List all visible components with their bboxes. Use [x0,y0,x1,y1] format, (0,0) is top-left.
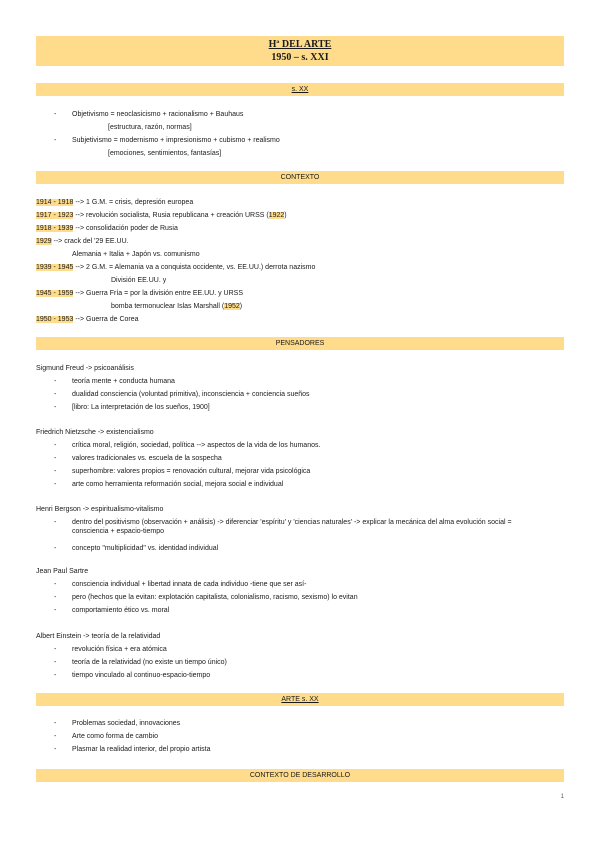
list-item [54,518,544,544]
section-band-pensadores [36,337,564,350]
thinker-list-bergson [54,518,544,557]
list-item [54,544,544,557]
thinker-heading: Albert Einstein -> teoría de la relatividad [36,633,161,640]
thinker-list-einstein [54,645,227,684]
context-text: --> consolidación poder de Rusia [73,225,178,232]
list-item [54,390,310,403]
document-title: Hª DEL ARTE [268,39,332,50]
list-item [54,136,280,149]
dash-marker: - [54,646,57,653]
section-title-pensadores: PENSADORES [275,340,325,347]
context-text: bomba termonuclear Islas Marshall ( [111,303,225,310]
dash-marker: - [54,404,57,411]
list-item [54,480,320,493]
section-band-contexto-desarrollo [36,769,564,782]
context-tail: ) [239,303,243,310]
thinker-heading: Henri Bergson -> espiritualismo-vitalismo [36,506,164,513]
context-tail: ) [284,212,287,219]
section-band-arte [36,693,564,706]
thinker-list-sartre [54,580,358,619]
dash-marker: - [54,378,57,385]
title-band [36,36,564,66]
context-highlight: 1952 [224,303,240,310]
list-item [54,467,320,480]
context-line [36,263,315,272]
dash-marker: - [54,137,57,144]
list-item [54,441,320,454]
list-item [54,645,227,658]
context-line [36,289,243,298]
thinker-list-nietzsche [54,441,320,493]
context-line-indent [111,302,242,311]
dash-marker: - [54,481,57,488]
list-item-text: consciencia individual + libertad innata de cada individuo -tiene que ser así- [72,581,307,588]
context-date: 1950 - 1953 [36,316,74,323]
context-date: 1929 [36,238,52,245]
list-item-text: teoría mente + conducta humana [72,378,175,385]
list-item [54,719,211,732]
context-date: 1945 - 1959 [36,290,74,297]
list-item-text: Arte como forma de cambio [72,733,158,740]
list-item-text: crítica moral, religión, sociedad, política --> aspectos de la vida de los humanos. [72,442,321,449]
list-item-text: Subjetivismo = modernismo + impresionismo + cubismo + realismo [72,137,280,144]
context-date: 1917 - 1923 [36,212,74,219]
dash-marker: - [54,733,57,740]
dash-marker: - [54,659,57,666]
context-text: --> 2 G.M. = Alemania va a conquista occidente, vs. EE.UU.) derrota nazismo [73,264,316,271]
list-item [54,377,310,390]
dash-marker: - [54,455,57,462]
context-text: --> Guerra Fría = por la división entre EE.UU. y URSS [73,290,243,297]
thinker-list-freud [54,377,310,416]
context-date: 1939 - 1945 [36,264,74,271]
context-date: 1914 - 1918 [36,199,74,206]
section-title-contexto: CONTEXTO [280,174,320,181]
section-title-arte: ARTE s. XX [281,696,319,703]
dash-marker: - [54,720,57,727]
list-item [54,745,211,758]
dash-marker: - [54,607,57,614]
thinker-heading: Jean Paul Sartre [36,568,89,575]
list-item-sub: [estructura, razón, normas] [108,124,192,131]
list-item [54,593,358,606]
dash-marker: - [54,391,57,398]
list-item-text: arte como herramienta reformación social, mejora social e individual [72,481,284,488]
list-item-sub: [emociones, sentimientos, fantasías] [108,150,222,157]
dash-marker: - [54,519,57,526]
list-item-text: dentro del positivismo (observación + análisis) -> diferenciar 'espíritu' y 'ciencias naturales' -> explicar la mecánica del alma evolución social = consciencia + espacio-tiempo [72,519,512,535]
s-xx-list [54,110,243,123]
context-line [36,198,193,207]
page-number: 1 [560,794,564,800]
section-title-contexto-desarrollo: CONTEXTO DE DESARROLLO [249,772,351,779]
list-item [54,454,320,467]
context-date: 1918 - 1939 [36,225,74,232]
thinker-heading: Sigmund Freud -> psicoanálisis [36,365,134,372]
list-item-text: concepto "multiplicidad" vs. identidad individual [72,545,219,552]
section-band-s-xx [36,83,564,96]
context-highlight: 1922 [268,212,285,219]
dash-marker: - [54,581,57,588]
list-item-text: valores tradicionales vs. escuela de la sospecha [72,455,222,462]
context-line [36,211,287,220]
document-subtitle: 1950 – s. XXI [271,52,329,63]
thinker-heading: Friedrich Nietzsche -> existencialismo [36,429,154,436]
list-item-text: pero (hechos que la evitan: explotación capitalista, colonialismo, racismo, sexismo) lo evitan [72,594,358,601]
list-item [54,606,358,619]
context-text: --> 1 G.M. = crisis, depresión europea [73,199,194,206]
dash-marker: - [54,442,57,449]
list-item [54,732,211,745]
context-line-indent: Alemania + Italia + Japón vs. comunismo [72,251,200,258]
context-line [36,315,139,324]
list-item [54,403,310,416]
context-text: --> Guerra de Corea [73,316,139,323]
list-item-text: tiempo vinculado al continuo-espacio-tiempo [72,672,211,679]
list-item-text: Plasmar la realidad interior, del propio artista [72,746,211,753]
section-title-s-xx: s. XX [291,86,309,93]
list-item [54,580,358,593]
context-line [36,237,129,246]
context-text: --> revolución socialista, Rusia republicana + creación URSS ( [73,212,269,219]
arte-list [54,719,211,758]
section-band-contexto [36,171,564,184]
list-item [54,110,243,123]
context-line [36,224,178,233]
list-item-text: Problemas sociedad, innovaciones [72,720,181,727]
dash-marker: - [54,111,57,118]
list-item-text: teoría de la relatividad (no existe un tiempo único) [72,659,227,666]
list-item-text: revolución física + era atómica [72,646,167,653]
list-item-text: [libro: La interpretación de los sueños, 1900] [72,404,210,411]
dash-marker: - [54,746,57,753]
context-line-indent: División EE.UU. y [111,277,167,284]
list-item [54,658,227,671]
list-item-text: Objetivismo = neoclasicismo + racionalismo + Bauhaus [72,111,244,118]
dash-marker: - [54,545,57,552]
s-xx-list-2 [54,136,280,149]
list-item-text: dualidad consciencia (voluntad primitiva), inconsciencia + conciencia sueños [72,391,310,398]
list-item-text: superhombre: valores propios = renovación cultural, mejorar vida psicológica [72,468,311,475]
dash-marker: - [54,672,57,679]
dash-marker: - [54,468,57,475]
list-item [54,671,227,684]
list-item-text: comportamiento ético vs. moral [72,607,170,614]
context-text: --> crack del '29 EE.UU. [51,238,129,245]
dash-marker: - [54,594,57,601]
